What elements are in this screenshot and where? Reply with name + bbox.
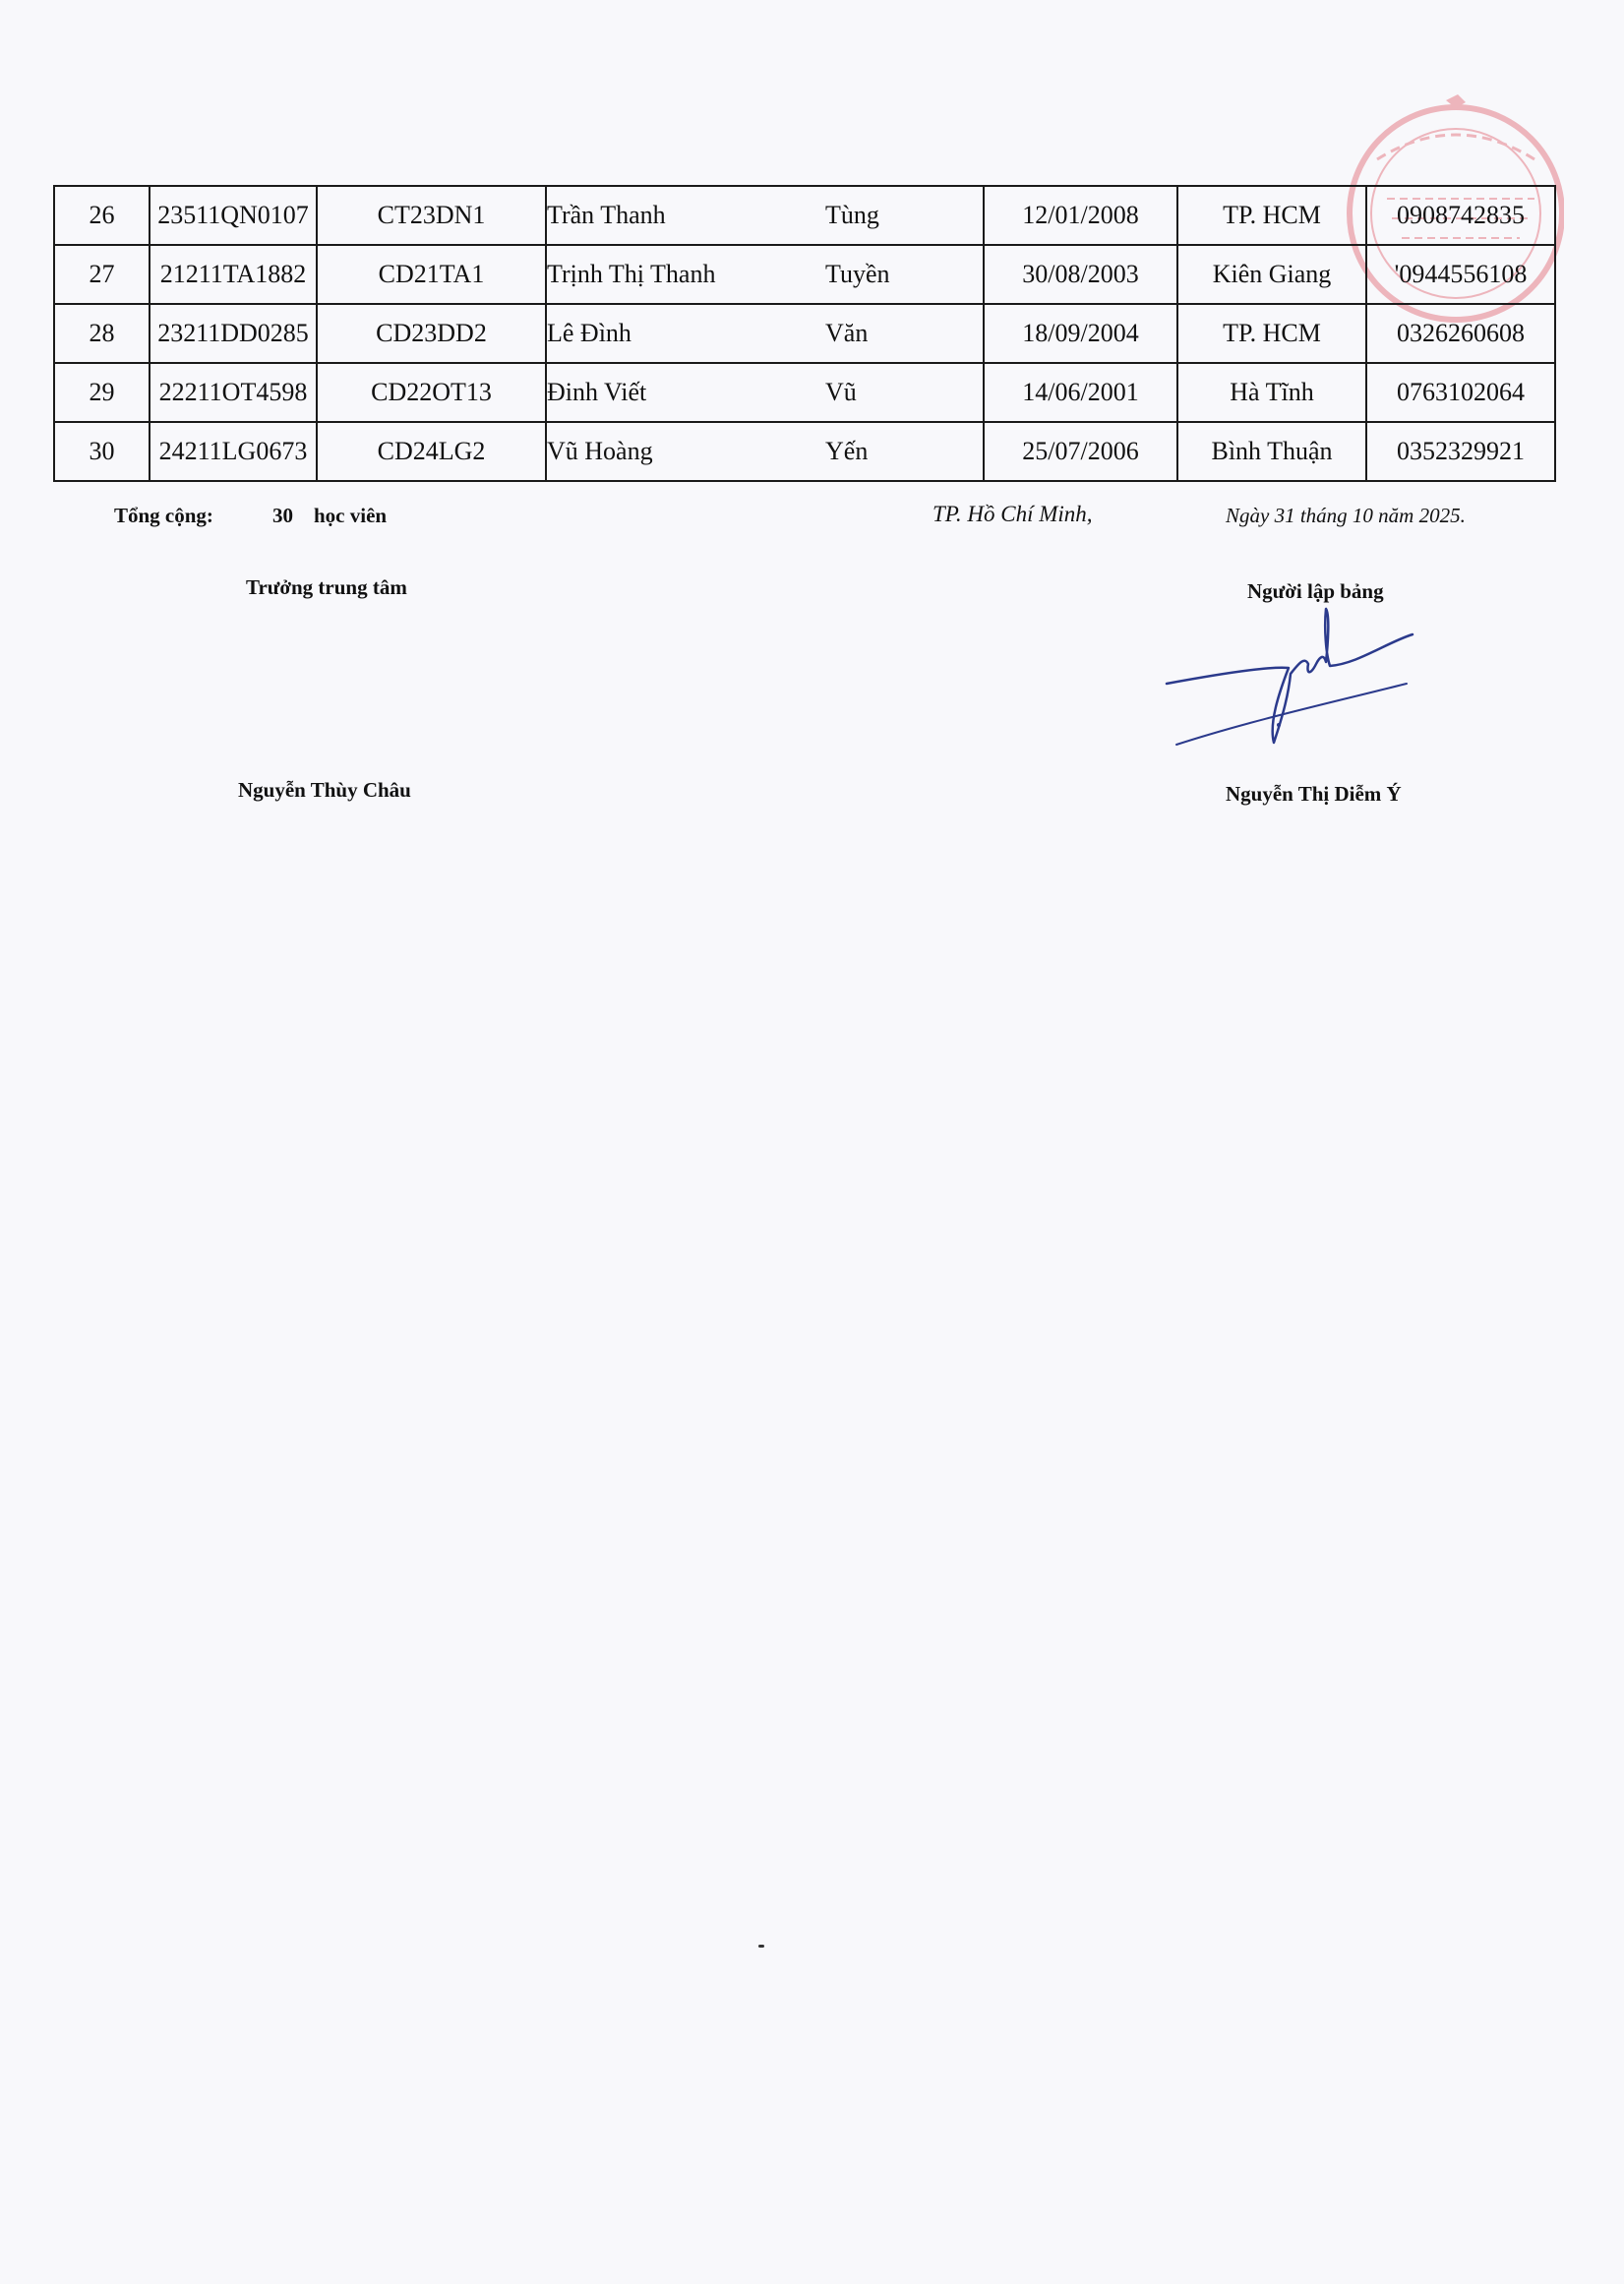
cell-stt: 27 bbox=[54, 245, 150, 304]
cell-stt: 28 bbox=[54, 304, 150, 363]
cell-birth-date: 25/07/2006 bbox=[984, 422, 1177, 481]
cell-stt: 29 bbox=[54, 363, 150, 422]
left-signer-title: Trưởng trung tâm bbox=[246, 575, 407, 599]
cell-class: CD22OT13 bbox=[317, 363, 546, 422]
cell-birth-place: Kiên Giang bbox=[1177, 245, 1366, 304]
scan-speck bbox=[758, 1945, 764, 1948]
cell-class: CD21TA1 bbox=[317, 245, 546, 304]
cell-class: CD23DD2 bbox=[317, 304, 546, 363]
cell-birth-date: 18/09/2004 bbox=[984, 304, 1177, 363]
table-row bbox=[54, 304, 1555, 363]
cell-class: CD24LG2 bbox=[317, 422, 546, 481]
cell-class: CT23DN1 bbox=[317, 186, 546, 245]
left-signer-name: Nguyễn Thùy Châu bbox=[238, 778, 411, 802]
cell-given-name: Tuyền bbox=[825, 245, 984, 304]
cell-given-name: Yến bbox=[825, 422, 984, 481]
cell-student-id: 23211DD0285 bbox=[150, 304, 317, 363]
cell-birth-place: Bình Thuận bbox=[1177, 422, 1366, 481]
cell-student-id: 24211LG0673 bbox=[150, 422, 317, 481]
total-label: Tổng cộng: bbox=[114, 504, 213, 527]
cell-student-id: 21211TA1882 bbox=[150, 245, 317, 304]
table-row bbox=[54, 245, 1555, 304]
cell-phone: '0944556108 bbox=[1366, 245, 1555, 304]
cell-surname: Trịnh Thị Thanh bbox=[546, 245, 825, 304]
cell-stt: 26 bbox=[54, 186, 150, 245]
date-text: Ngày 31 tháng 10 năm 2025. bbox=[1226, 504, 1466, 527]
cell-phone: 0763102064 bbox=[1366, 363, 1555, 422]
cell-given-name: Văn bbox=[825, 304, 984, 363]
cell-phone: 0352329921 bbox=[1366, 422, 1555, 481]
cell-student-id: 23511QN0107 bbox=[150, 186, 317, 245]
total-unit: học viên bbox=[314, 504, 388, 527]
student-table bbox=[53, 185, 1556, 482]
cell-stt: 30 bbox=[54, 422, 150, 481]
cell-phone: 0326260608 bbox=[1366, 304, 1555, 363]
right-signer-name: Nguyễn Thị Diễm Ý bbox=[1226, 782, 1402, 806]
cell-birth-date: 30/08/2003 bbox=[984, 245, 1177, 304]
right-signer-title: Người lập bảng bbox=[1247, 579, 1384, 603]
cell-surname: Vũ Hoàng bbox=[546, 422, 825, 481]
cell-birth-date: 12/01/2008 bbox=[984, 186, 1177, 245]
cell-birth-place: Hà Tĩnh bbox=[1177, 363, 1366, 422]
cell-surname: Đinh Viết bbox=[546, 363, 825, 422]
table-row bbox=[54, 363, 1555, 422]
cell-birth-date: 14/06/2001 bbox=[984, 363, 1177, 422]
table-row bbox=[54, 422, 1555, 481]
cell-given-name: Tùng bbox=[825, 186, 984, 245]
table-row bbox=[54, 186, 1555, 245]
total-count: 30 bbox=[272, 504, 293, 527]
cell-surname: Trần Thanh bbox=[546, 186, 825, 245]
cell-birth-place: TP. HCM bbox=[1177, 186, 1366, 245]
handwritten-signature bbox=[1161, 595, 1416, 752]
cell-phone: 0908742835 bbox=[1366, 186, 1555, 245]
cell-student-id: 22211OT4598 bbox=[150, 363, 317, 422]
cell-surname: Lê Đình bbox=[546, 304, 825, 363]
cell-birth-place: TP. HCM bbox=[1177, 304, 1366, 363]
cell-given-name: Vũ bbox=[825, 363, 984, 422]
place-text: TP. Hồ Chí Minh, bbox=[932, 502, 1093, 526]
